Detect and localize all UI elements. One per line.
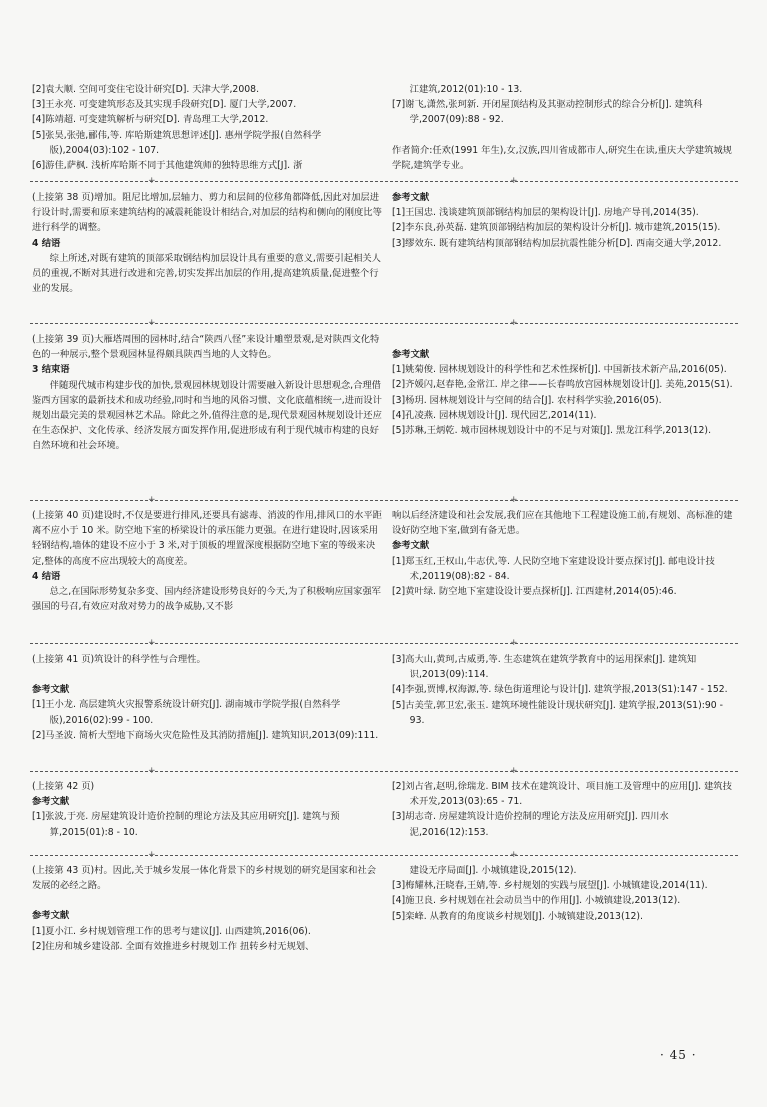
block3-left [32, 332, 384, 454]
paragraph: 伴随现代城市构建步伐的加快,景观园林规划设计需要融入新设计思想观念,合理借鉴西方国家的最新技术和成功经验,同时和当地的风俗习惯、文化底蕴相统一,进而设计规划出最完美的景观园林艺术品。除此之外,值得注意的是,现代景观园林规划设计还应在生态保护、文化传承、经济发展方面发挥作用,促进形成有利于现代城市构建的良好自然环境和社会环境。 [32, 379, 382, 452]
references-heading: 参考文献 [32, 910, 70, 922]
ref-line: [4]孔凌燕. 园林规划设计[J]. 现代园艺,2014(11). [392, 409, 597, 421]
ref-line: [4]李强,贾博,权海源,等. 绿色街道理论与设计[J]. 建筑学报,2013(S1):147 - 152. [392, 684, 728, 696]
ref-line: [2]黄叶绿. 防空地下室建设设计要点探析[J]. 江西建材,2014(05):46. [392, 586, 677, 598]
section-heading: 3 结束语 [32, 364, 70, 376]
spacer [32, 893, 384, 908]
block4-right [392, 508, 736, 599]
ref-line: [2]李东良,孙英磊. 建筑顶部钢结构加层的架构设计分析[J]. 城市建筑,2015(15). [392, 222, 721, 234]
section-divider [30, 771, 738, 772]
ref-line: 建设无序局面[J]. 小城镇建设,2015(12). [409, 865, 577, 876]
ref-line: [1]夏小江. 乡村规划管理工作的思考与建议[J]. 山西建筑,2016(06). [32, 925, 311, 937]
section-heading: 4 结语 [32, 570, 61, 582]
block3-right [392, 332, 736, 438]
ref-line: [2]齐媛闪,赵春艳,金常江. 岸之律——长春鸣放宫园林规划设计[J]. 美苑,2015(S1). [392, 379, 733, 391]
ref-line: [7]谢飞,潇然,张珂新. 开闭屋顶结构及其驱动控制形式的综合分析[J]. 建筑科学,2007(09):88 - 92. [392, 99, 703, 126]
ref-line: [1]姚菊俊. 园林规划设计的科学性和艺术性探析[J]. 中国新技术新产品,2016(05). [392, 364, 727, 376]
spacer [392, 332, 736, 347]
ref-line: [6]游佳,萨枫. 浅析库哈斯不同于其他建筑师的独特思维方式[J]. 浙 [32, 160, 303, 172]
paragraph: (上接第 38 页)增加。阻尼比增加,层轴力、剪力和层间的位移角都降低,因此对加层进行设计时,需要和原来建筑结构的减震耗能设计相结合,对加层的结构和侧向的刚度比等进行科学的调整。 [32, 192, 382, 234]
page-number: · 45 · [660, 1048, 697, 1062]
section-heading: 4 结语 [32, 237, 61, 249]
ref-line: [5]栾峰. 从教育的角度谈乡村规划[J]. 小城镇建设,2013(12). [392, 910, 643, 922]
ref-line: [5]张昊,张弛,郦伟,等. 库哈斯建筑思想评述[J]. 惠州学院学报(自然科学版),2004(03):102 - 107. [32, 129, 322, 156]
ref-line: [4]施卫良. 乡村规划在社会动员当中的作用[J]. 小城镇建设,2013(12). [392, 895, 681, 907]
ref-line: [3]杨玥. 园林规划设计与空间的结合[J]. 农村科学实验,2016(05). [392, 394, 662, 406]
section-divider [30, 181, 738, 182]
block1-right [392, 82, 736, 173]
block1-left [32, 82, 384, 173]
ref-line: [3]梅耀林,汪晓春,王婧,等. 乡村规划的实践与展望[J]. 小城镇建设,2014(11). [392, 880, 708, 892]
ref-line: [3]胡志奇. 房屋建筑设计造价控制的理论方法及应用研究[J]. 四川水泥,2016(12):153. [392, 811, 669, 838]
continuation-line: (上接第 42 页) [32, 781, 95, 792]
references-heading: 参考文献 [392, 349, 430, 360]
ref-line: [2]住房和城乡建设部. 全面有效推进乡村规划工作 扭转乡村无规划、 [32, 940, 315, 952]
ref-line: [5]古美莹,郭卫宏,张玉. 建筑环境性能设计现状研究[J]. 建筑学报,2013(S1):90 - 93. [392, 699, 723, 726]
ref-line: [1]王国忠. 浅谈建筑顶部钢结构加层的架构设计[J]. 房地产导刊,2014(35). [392, 207, 699, 219]
block4-left [32, 508, 384, 614]
paragraph: 响以后经济建设和社会发展,我们应在其他地下工程建设施工前,有规划、高标准的建设好防空地下室,做到有备无患。 [392, 510, 733, 537]
section-divider [30, 643, 738, 644]
block7-left [32, 863, 384, 954]
section-divider [30, 855, 738, 856]
spacer [32, 667, 384, 682]
ref-line: [1]郑玉红,王权山,牛志伏,等. 人民防空地下室建设设计要点探讨[J]. 邮电设计技术,20119(08):82 - 84. [392, 555, 715, 582]
ref-line: [4]陈靖超. 可变建筑解析与研究[D]. 青岛理工大学,2012. [32, 114, 269, 126]
references-heading: 参考文献 [32, 684, 70, 696]
ref-line: [2]袁大顺. 空间可变住宅设计研究[D]. 天津大学,2008. [32, 84, 260, 95]
paragraph: 综上所述,对既有建筑的顶部采取钢结构加层设计具有重要的意义,需要引起相关人员的重视,不断对其进行改进和完善,切实发挥出加层的作用,提高建筑质量,促进整个行业的发展。 [32, 252, 381, 295]
references-heading: 参考文献 [392, 540, 430, 552]
ref-line: 江建筑,2012(01):10 - 13. [409, 84, 523, 95]
ref-line: [2]马圣波. 简析大型地下商场火灾危险性及其消防措施[J]. 建筑知识,2013(09):111. [32, 729, 379, 741]
ref-line: [1]王小龙. 高层建筑火灾报警系统设计研究[J]. 湖南城市学院学报(自然科学版),2016(02):99 - 100. [32, 699, 341, 726]
block7-right [392, 863, 736, 924]
spacer [392, 128, 736, 143]
continuation-line: (上接第 41 页)筑设计的科学性与合理性。 [32, 654, 206, 665]
paragraph: 总之,在国际形势复杂多变、国内经济建设形势良好的今天,为了积极响应国家强军强国的号召,有效应对敌对势力的战争威胁,又不影 [32, 586, 381, 613]
references-heading: 参考文献 [32, 796, 70, 808]
block6-right [392, 779, 736, 840]
ref-line: [1]张波,于亮. 房屋建筑设计造价控制的理论方法及其应用研究[J]. 建筑与预算,2015(01):8 - 10. [32, 811, 340, 838]
block5-right [392, 652, 736, 728]
paragraph: (上接第 43 页)村。因此,关于城乡发展一体化背景下的乡村规划的研究是国家和社会发展的必经之路。 [32, 865, 377, 892]
references-heading: 参考文献 [392, 192, 430, 203]
section-divider [30, 323, 738, 324]
section-divider [30, 500, 738, 501]
paragraph: (上接第 40 页)建设时,不仅是要进行排风,还要具有滤毒、消波的作用,排风口的水平距离不应小于 10 米。防空地下室的桥梁设计的承压能力更强。在进行建设时,因该采用轻钢结构,墙体的建设不应小于 3 米,对于顶板的埋置深度根据防空地下室的等级来决定,整体的高度不应出现较大的高度差。 [32, 510, 382, 567]
paragraph: (上接第 39 页)大雁塔周围的园林时,结合“陕西八怪”来设计雕塑景观,是对陕西文化特色的一种展示,整个景观园林显得颇具陕西当地的人文特色。 [32, 334, 380, 361]
block5-left [32, 652, 384, 743]
block2-right [392, 190, 736, 251]
ref-line: [3]高大山,黄珂,古威勇,等. 生态建筑在建筑学教育中的运用探索[J]. 建筑知识,2013(09):114. [392, 654, 697, 681]
ref-line: [3]缪效东. 既有建筑结构顶部钢结构加层抗震性能分析[D]. 西南交通大学,2012. [392, 237, 722, 249]
block6-left [32, 779, 384, 840]
block2-left [32, 190, 384, 296]
ref-line: [3]王永亮. 可变建筑形态及其实现手段研究[D]. 厦门大学,2007. [32, 99, 297, 111]
ref-line: [5]苏琳,王炳乾. 城市园林规划设计中的不足与对策[J]. 黑龙江科学,2013(12). [392, 425, 712, 437]
ref-line: [2]刘占省,赵明,徐瑞龙. BIM 技术在建筑设计、项目施工及管理中的应用[J]. 建筑技术开发,2013(03):65 - 71. [392, 781, 732, 808]
author-bio: 作者简介:任欢(1991 年生),女,汉族,四川省成都市人,研究生在读,重庆大学建筑城规学院,建筑学专业。 [392, 144, 732, 171]
